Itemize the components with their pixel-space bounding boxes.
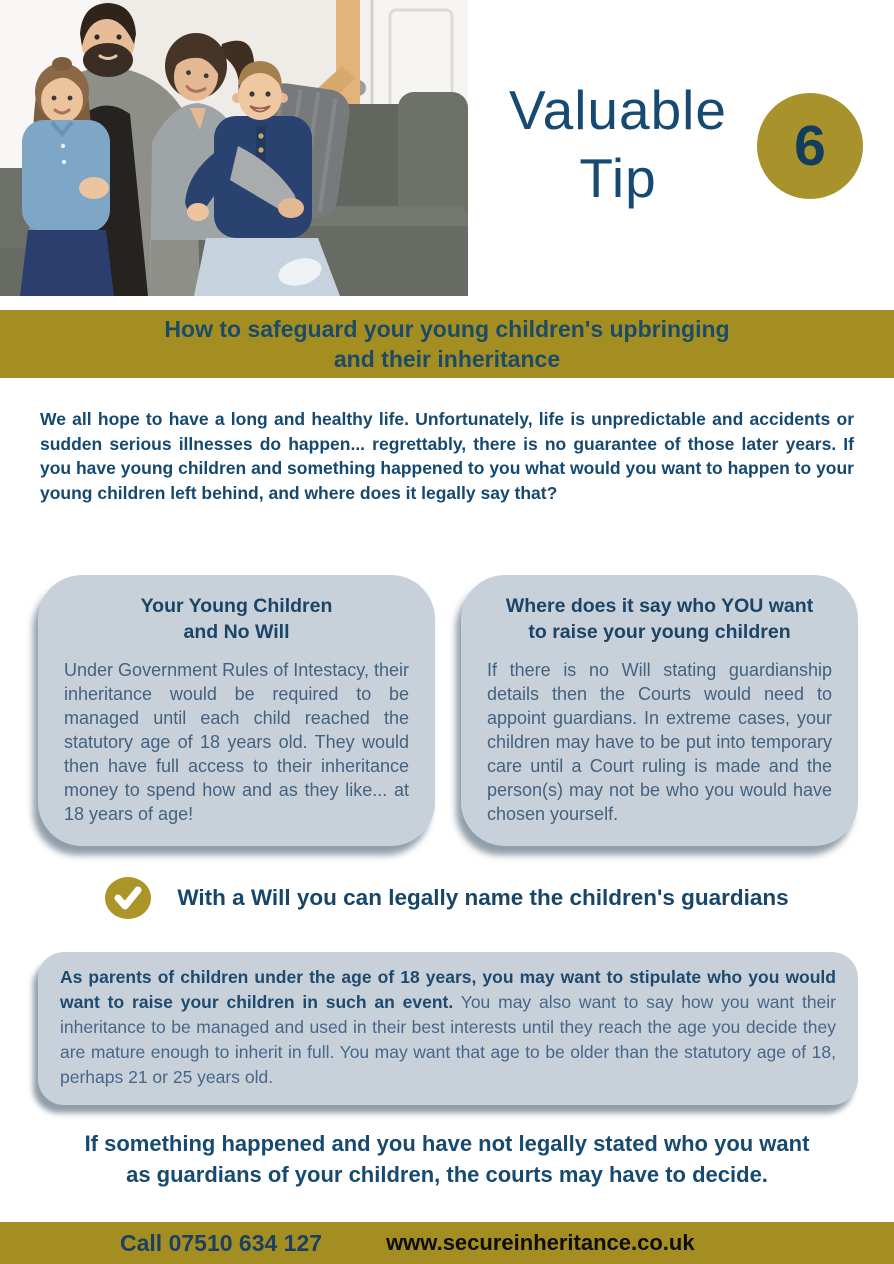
tip-number: 6 — [794, 114, 826, 178]
card-no-will-title — [64, 593, 409, 645]
card-guardianship — [461, 575, 858, 846]
notice-regular-text: You may also want to say how you want their inheritance to be managed and used in their best interests until they reach the age you decide they are mature enough to inherit in full. You may want that age to be older than the statutory age of 18, perhaps 21 or 25 years old. — [60, 992, 836, 1087]
notice-bold-text: As parents of children under the age of 18 years, you may want to stipulate who you would want to raise your children in such an event. — [60, 967, 836, 1012]
highlight-text: With a Will you can legally name the children's guardians — [177, 885, 789, 910]
card-no-will — [38, 575, 435, 846]
card-guardianship-title-line1: Where does it say who YOU want — [505, 595, 814, 617]
headline-line-1: How to safeguard your young children's upbringing — [164, 316, 730, 342]
highlight-row — [0, 872, 894, 924]
notice-box — [38, 952, 858, 1105]
check-icon — [105, 877, 151, 919]
intro-paragraph: We all hope to have a long and healthy life. Unfortunately, life is unpredictable and accidents or sudden serious illnesses do happen... regrettably, there is no guarantee of those later years. If you have young children and something happened to you what would you want to happen to your young children left behind, and where does it legally say that? — [40, 409, 854, 503]
website-url: www.secureinheritance.co.uk — [386, 1230, 695, 1255]
footer-bar — [0, 1222, 894, 1264]
card-guardianship-title — [487, 593, 832, 645]
title-line-2: Tip — [579, 147, 657, 209]
phone-number: Call 07510 634 127 — [120, 1229, 323, 1256]
title-line-1: Valuable — [509, 79, 727, 141]
page-title — [470, 76, 766, 212]
card-guardianship-title-line2: to raise your young children — [528, 621, 791, 643]
family-photo-illustration — [0, 0, 468, 296]
info-cards-row — [38, 575, 858, 846]
card-no-will-title-line2: and No Will — [183, 621, 290, 643]
closing-statement-line2: as guardians of your children, the courts may have to decide. — [126, 1162, 768, 1187]
closing-statement — [42, 1128, 852, 1190]
card-no-will-body: Under Government Rules of Intestacy, their inheritance would be required to be managed until each child reached the statutory age of 18 years old. They would then have full access to their inheritance money to spend how and as they like... at 18 years of age! — [64, 660, 409, 824]
closing-statement-line1: If something happened and you have not legally stated who you want — [84, 1131, 810, 1156]
headline-banner — [0, 310, 894, 378]
card-no-will-title-line1: Your Young Children — [140, 595, 333, 617]
family-photo — [0, 0, 468, 296]
notice-paragraph — [60, 965, 836, 1090]
card-guardianship-body: If there is no Will stating guardianship details then the Courts would need to appoint guardians. In extreme cases, your children may have to be put into temporary care until a Court ruling is made and the person(s) may not be who you would have chosen yourself. — [487, 660, 832, 824]
tip-number-badge — [757, 93, 863, 199]
headline-line-2: and their inheritance — [333, 346, 561, 372]
